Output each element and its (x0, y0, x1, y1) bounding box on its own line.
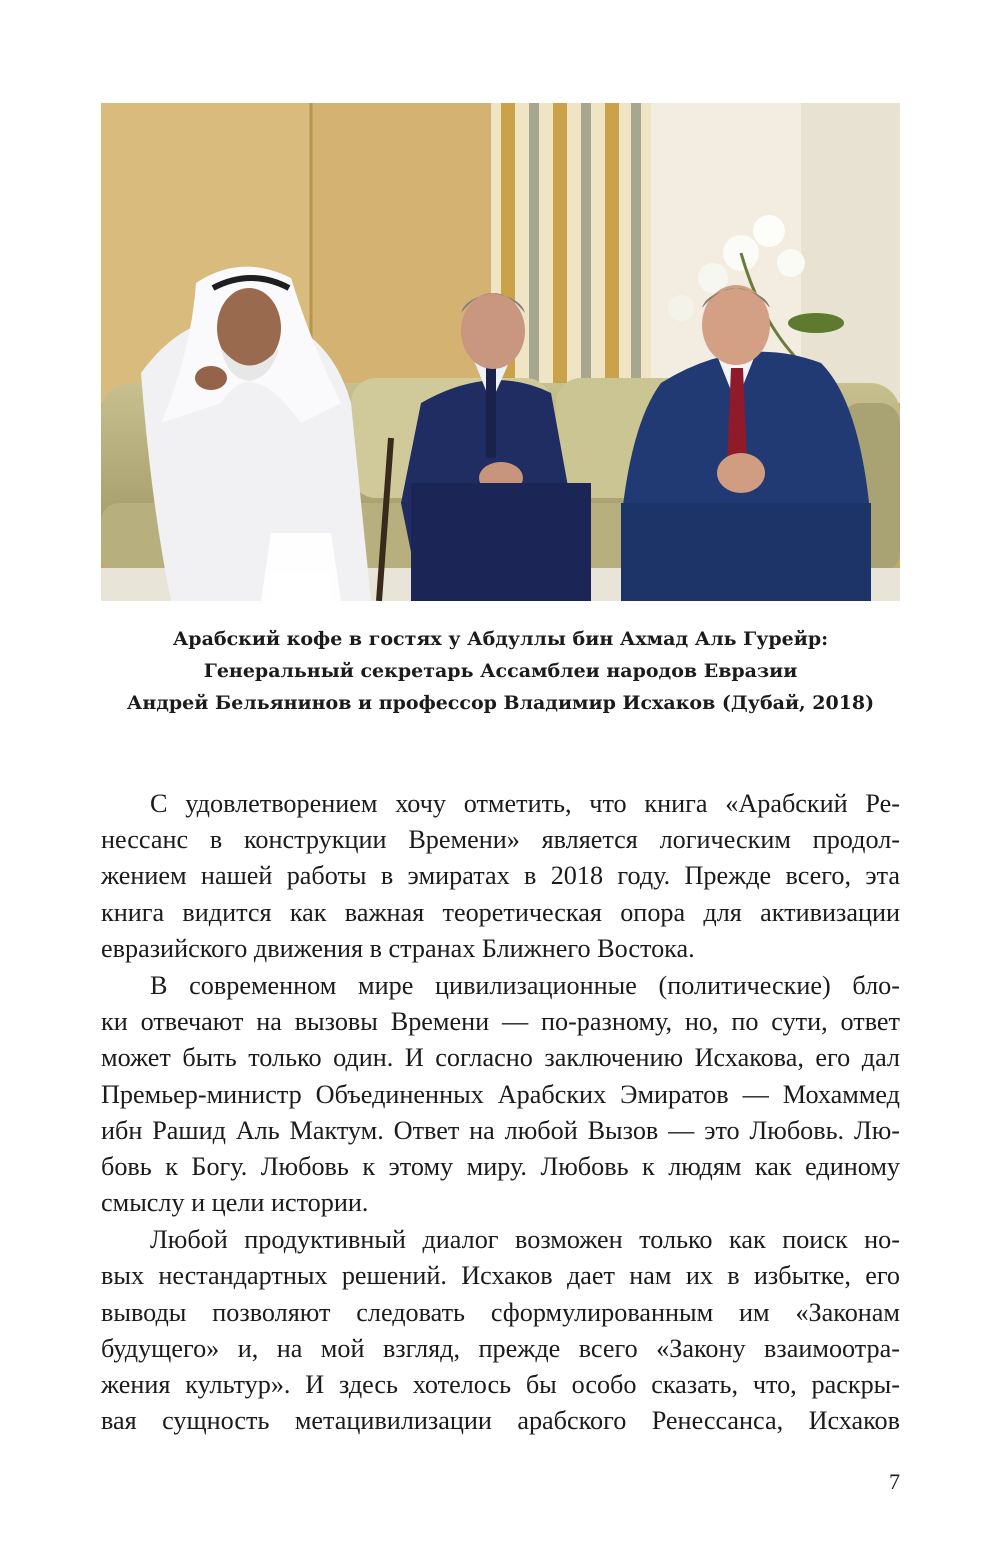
caption-line: Арабский кофе в гостях у Абдуллы бин Ахмад Аль Гурейр: (172, 628, 829, 650)
text-line: будущего» и, на мой взгляд, прежде всего «Закону взаимоотра- (101, 1333, 900, 1363)
text-line: книга видится как важная теоретическая опора для активизации (101, 897, 900, 927)
text-line: Любой продуктивный диалог возможен только как поиск но- (150, 1225, 900, 1255)
text-line: С удовлетворением хочу отметить, что книга «Арабский Ре- (150, 789, 900, 818)
text-line: ибн Рашид Аль Мактум. Ответ на любой Вызов — это Любовь. Лю- (101, 1115, 900, 1145)
caption-line: Андрей Бельянинов и профессор Владимир Исхаков (Дубай, 2018) (126, 692, 875, 714)
body-text (101, 786, 900, 1439)
paragraph-3 (101, 1222, 900, 1439)
text-line: выводы позволяют следовать сформулированным им «Законам (101, 1297, 900, 1327)
text-line: Премьер-министр Объединенных Арабских Эмиратов — Мохаммед (101, 1079, 900, 1109)
text-line: вая сущность метацивилизации арабского Ренессанса, Исхаков (101, 1406, 900, 1436)
text-line: бовь к Богу. Любовь к этому миру. Любовь к людям как единому (101, 1151, 900, 1181)
caption-line: Генеральный секретарь Ассамблеи народов Евразии (203, 660, 798, 682)
text-line: жением нашей работы в эмиратах в 2018 году. Прежде всего, эта (101, 861, 900, 891)
text-line: вых нестандартных решений. Исхаков дает нам их в избытке, его (101, 1261, 900, 1291)
text-line: В современном мире цивилизационные (политические) бло- (150, 970, 900, 1000)
text-line: смыслу и цели истории. (101, 1188, 369, 1218)
photograph (101, 103, 900, 601)
photo-caption (101, 623, 900, 719)
paragraph-1 (101, 786, 900, 967)
photo-illustration (101, 103, 900, 601)
text-line: евразийского движения в странах Ближнего Востока. (101, 933, 695, 963)
text-line: ки отвечают на вызовы Времени — по-разному, но, по сути, ответ (101, 1007, 900, 1037)
text-line: жения культур». И здесь хотелось бы особо сказать, что, раскры- (101, 1370, 900, 1399)
page-number: 7 (889, 1469, 900, 1494)
paragraph-2 (101, 968, 900, 1221)
text-line: нессанс в конструкции Времени» является логическим продол- (101, 825, 900, 855)
text-line: может быть только один. И согласно заключению Исхакова, его дал (101, 1043, 900, 1073)
